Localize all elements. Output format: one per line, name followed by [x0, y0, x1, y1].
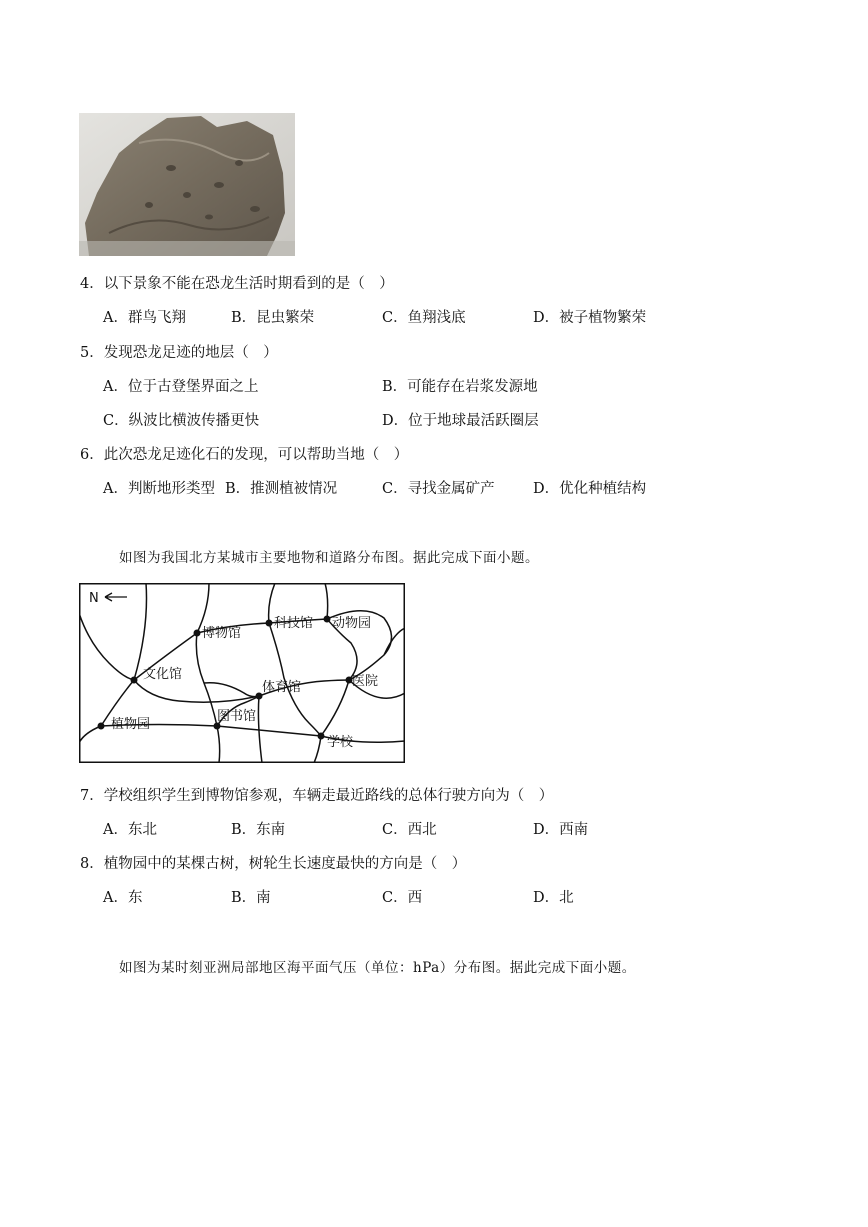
botanical-garden-label: 植物园	[111, 717, 151, 732]
q8-option-d[interactable]: D．北	[533, 890, 574, 906]
zoo-point	[324, 616, 331, 623]
question-4: 4．以下景象不能在恐龙生活时期看到的是（ ）	[80, 276, 394, 292]
q5-option-a[interactable]: A．位于古登堡界面之上	[103, 379, 259, 395]
hospital-label: 医院	[352, 674, 379, 689]
q7-option-b[interactable]: B．东南	[231, 822, 286, 838]
q6-option-c[interactable]: C．寻找金属矿产	[382, 481, 495, 497]
q5-option-b[interactable]: B．可能存在岩浆发源地	[382, 379, 538, 395]
question-5: 5．发现恐龙足迹的地层（ ）	[80, 345, 278, 361]
q7-option-a[interactable]: A．东北	[103, 822, 157, 838]
question-7: 7．学校组织学生到博物馆参观，车辆走最近路线的总体行驶方向为（ ）	[80, 788, 554, 804]
question-6: 6．此次恐龙足迹化石的发现，可以帮助当地（ ）	[80, 447, 409, 463]
q4-option-c[interactable]: C．鱼翔浅底	[382, 310, 466, 326]
q8-option-a[interactable]: A．东	[103, 890, 143, 906]
stadium-label: 体育馆	[262, 680, 302, 695]
q8-option-c[interactable]: C．西	[382, 890, 423, 906]
q8-option-b[interactable]: B．南	[231, 890, 271, 906]
science-museum-point	[266, 620, 273, 627]
question-8: 8．植物园中的某棵古树，树轮生长速度最快的方向是（ ）	[80, 856, 467, 872]
north-label: N	[89, 591, 99, 606]
museum-point	[194, 630, 201, 637]
q6-option-a[interactable]: A．判断地形类型	[103, 481, 215, 497]
library-label: 图书馆	[217, 709, 257, 724]
q6-option-b[interactable]: B．推测植被情况	[225, 481, 338, 497]
school-point	[318, 733, 325, 740]
science-museum-label: 科技馆	[274, 616, 314, 631]
school-label: 学校	[327, 735, 354, 750]
q5-option-c[interactable]: C．纵波比横波传播更快	[103, 413, 260, 429]
q5-option-d[interactable]: D．位于地球最活跃圈层	[382, 413, 539, 429]
zoo-label: 动物园	[332, 616, 372, 631]
map-intro-text: 如图为我国北方某城市主要地物和道路分布图。据此完成下面小题。	[119, 550, 539, 566]
cultural-center-point	[131, 677, 138, 684]
q4-option-a[interactable]: A．群鸟飞翔	[103, 310, 186, 326]
q6-option-d[interactable]: D．优化种植结构	[533, 481, 647, 497]
cultural-center-label: 文化馆	[143, 667, 183, 682]
museum-label: 博物馆	[202, 626, 242, 641]
botanical-garden-point	[98, 723, 105, 730]
q4-option-d[interactable]: D．被子植物繁荣	[533, 310, 647, 326]
pressure-map-intro-text: 如图为某时刻亚洲局部地区海平面气压（单位：hPa）分布图。据此完成下面小题。	[119, 960, 636, 976]
q7-option-d[interactable]: D．西南	[533, 822, 589, 838]
city-road-map	[79, 583, 405, 763]
q7-option-c[interactable]: C．西北	[382, 822, 437, 838]
q4-option-b[interactable]: B．昆虫繁荣	[231, 310, 315, 326]
dinosaur-footprint-fossil-photo	[79, 113, 295, 256]
